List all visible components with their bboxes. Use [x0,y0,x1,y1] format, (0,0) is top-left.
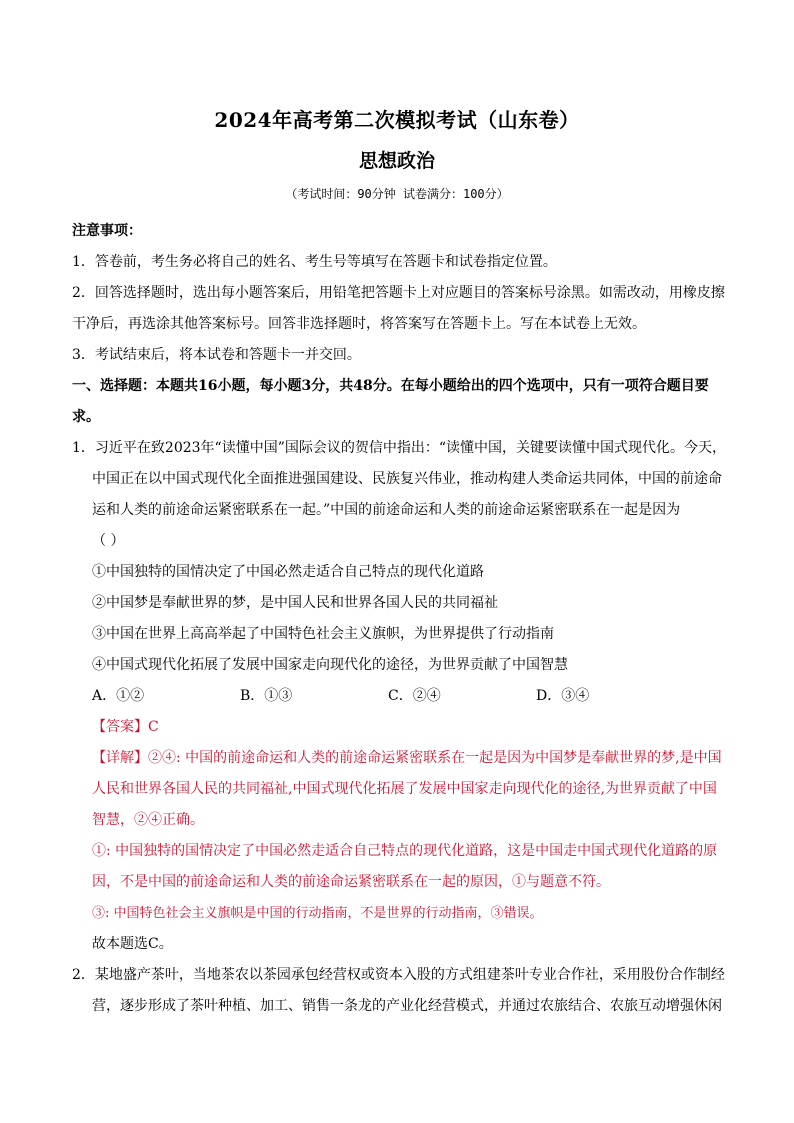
notice-item: 干净后，再选涂其他答案标号。回答非选择题时，将答案写在答题卡上。写在本试卷上无效。 [72,316,646,332]
notice-item: 1．答卷前，考生务必将自己的姓名、考生号等填写在答题卡和试卷指定位置。 [72,254,557,270]
option-a: A．①② [92,688,145,704]
question-stem: 2．某地盛产茶叶，当地茶农以茶园承包经营权或资本入股的方式组建茶叶专业合作社，采用股份合作制经 [72,967,725,983]
analysis-conclusion: 故本题选C。 [92,936,173,952]
option-b: B．①③ [240,688,293,704]
analysis-line: 【详解】②④: 中国的前途命运和人类的前途命运紧密联系在一起是因为中国梦是奉献世界的梦,是中国 [92,750,722,766]
notice-heading: 注意事项： [72,223,142,239]
exam-meta: （考试时间：90分钟 试卷满分：100分） [285,187,509,201]
answer-options [72,681,732,712]
notice-item: 3．考试结束后，将本试卷和答题卡一并交回。 [72,347,361,363]
option-c: C．②④ [388,688,441,704]
exam-title: 2024年高考第二次模拟考试（山东卷） [214,108,580,132]
exam-content [72,216,732,1022]
section-heading: 一、选择题：本题共16小题，每小题3分，共48分。在每小题给出的四个选项中，只有一项符合题目要 [72,378,709,394]
option-d: D．③④ [536,688,590,704]
analysis-line: 因，不是中国的前途命运和人类的前途命运紧密联系在一起的原因，①与题意不符。 [92,874,610,890]
question-stem: 运和人类的前途命运紧密联系在一起。”中国的前途命运和人类的前途命运紧密联系在一起是因为 [92,502,681,518]
question-stem: 中国正在以中国式现代化全面推进强国建设、民族复兴伟业，推动构建人类命运共同体，中国的前途命 [92,471,722,487]
analysis-line: 人民和世界各国人民的共同福祉,中国式现代化拓展了发展中国家走向现代化的途径,为世界贡献了中国 [92,781,717,797]
analysis-line: ③: 中国特色社会主义旗帜是中国的行动指南，不是世界的行动指南，③错误。 [92,906,543,921]
question-stem: 营，逐步形成了茶叶种植、加工、销售一条龙的产业化经营模式，并通过农旅结合、农旅互动增强休闲 [92,998,722,1014]
notice-item: 2．回答选择题时，选出每小题答案后，用铅笔把答题卡上对应题目的答案标号涂黑。如需改动，用橡皮擦 [72,285,725,301]
question-stem: 1．习近平在致2023年“读懂中国”国际会议的贺信中指出：“读懂中国，关键要读懂中国式现代化。今天， [72,440,727,456]
analysis-line: 智慧，②④正确。 [92,812,204,828]
exam-subject: 思想政治 [358,150,435,172]
answer-key: 【答案】C [92,719,159,735]
question-bracket: （ ） [92,533,125,549]
statement: ③中国在世界上高高举起了中国特色社会主义旗帜，为世界提供了行动指南 [92,626,554,642]
statement: ②中国梦是奉献世界的梦，是中国人民和世界各国人民的共同福祉 [92,595,498,611]
analysis-line: ①: 中国独特的国情决定了中国必然走适合自己特点的现代化道路，这是中国走中国式现代化道路的原 [92,843,718,859]
statement: ④中国式现代化拓展了发展中国家走向现代化的途径，为世界贡献了中国智慧 [92,657,568,673]
statement: ①中国独特的国情决定了中国必然走适合自己特点的现代化道路 [92,564,484,580]
section-heading: 求。 [72,409,100,425]
